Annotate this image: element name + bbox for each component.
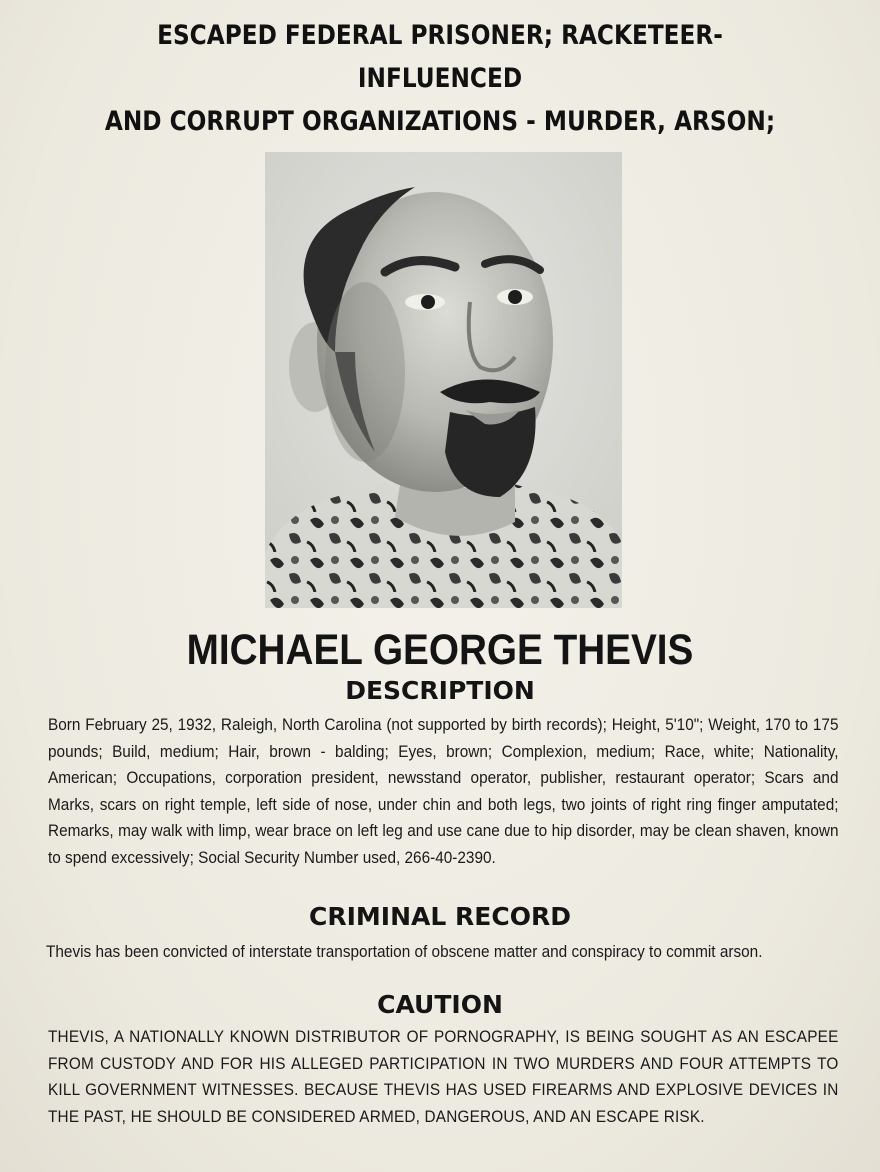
charges-header: ESCAPED FEDERAL PRISONER; RACKETEER-INFLUENCED AND CORRUPT ORGANIZATIONS - MURDER, ARSON; xyxy=(104,20,776,137)
fugitive-name: MICHAEL GEORGE THEVIS xyxy=(186,626,694,674)
fugitive-photo xyxy=(265,152,622,608)
caution-heading: CAUTION xyxy=(377,990,503,1019)
caution-text: THEVIS, A NATIONALLY KNOWN DISTRIBUTOR OF PORNOGRAPHY, IS BEING SOUGHT AS AN ESCAPEE FROM CUSTODY AND FOR HIS ALLEGED PARTICIPATION IN TWO MURDERS AND FOUR ATTEMPTS TO KILL GOVERNMENT WITNESSES. BECAUSE THEVIS HAS USED FIREARMS AND EXPLOSIVE DEVICES IN THE PAST, HE SHOULD BE CONSIDERED ARMED, DANGEROUS, AND AN ESCAPE RISK. xyxy=(48,1028,839,1126)
criminal-record-heading: CRIMINAL RECORD xyxy=(309,902,571,931)
description-heading: DESCRIPTION xyxy=(345,676,535,705)
portrait-photo-icon xyxy=(265,152,622,608)
criminal-record-text: Thevis has been convicted of interstate transportation of obscene matter and conspiracy to commit arson. xyxy=(46,943,763,961)
description-text: Born February 25, 1932, Raleigh, North Carolina (not supported by birth records); Height, 5'10"; Weight, 170 to 175 pounds; Build, medium; Hair, brown - balding; Eyes, brown; Complexion, medium; Race, white; Nationality, American; Occupations, corporation president, newsstand operator, publisher, restaurant operator; Scars and Marks, scars on right temple, left side of nose, under chin and both legs, two joints of right ring finger amputated; Remarks, may walk with limp, wear brace on left leg and use cane due to hip disorder, may be clean shaven, known to spend excessively; Social Security Number used, 266-40-2390. xyxy=(48,716,839,867)
